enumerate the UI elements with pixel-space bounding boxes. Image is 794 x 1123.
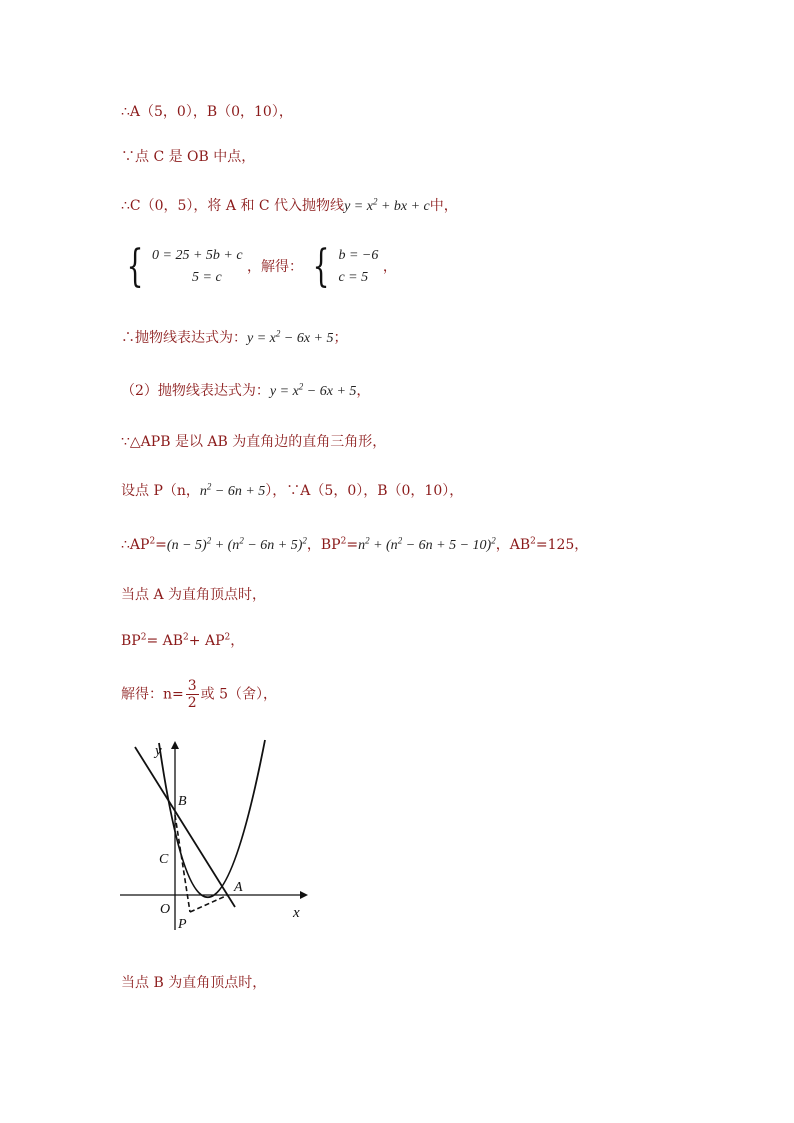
label-a: A [234, 880, 243, 895]
parabola-expression: $y = x^2 - 6x + 5$ [247, 328, 334, 346]
line-6: （2）抛物线表达式为：$y = x^2 - 6x + 5$， [121, 381, 371, 399]
system-equations: { 0 = 25 + 5b + c 5 = c [126, 241, 243, 292]
dashed-bp [175, 815, 190, 912]
line-4-equation-system: { 0 = 25 + 5b + c 5 = c ，解得： { b = −6 c = 5 ， [121, 245, 397, 289]
x-axis-arrow-icon [300, 891, 308, 899]
bp-squared-expr: $n^2 + (n^2 - 6n + 5 - 10)^2$ [358, 535, 496, 553]
label-y: y [155, 743, 162, 759]
line-7: ∵△APB 是以 AB 为直角边的直角三角形， [121, 434, 387, 450]
fraction-three-halves: $\frac{3}{2}$ [187, 678, 197, 711]
line-8: 设点 P（n，$n^2 - 6n + 5$），∵A（5，0），B（0，10）， [121, 481, 464, 499]
line-11: $BP^2= AB^2+ AP^2$， [121, 632, 245, 649]
parabola-general-formula: $y = x^2$ + bx + c [344, 196, 430, 214]
y-axis-arrow-icon [171, 741, 179, 749]
label-o: O [160, 902, 171, 917]
label-x: x [293, 905, 300, 921]
line-3: ∴C（0，5），将 A 和 C 代入抛物线$y = x^2$ + bx + c中， [121, 196, 458, 214]
label-p: P [178, 917, 187, 932]
line-9-distances: $\therefore AP^2=(n - 5)^2 + (n^2 - 6n + 5)^2$，$BP^2=n^2 + (n^2 - 6n + 5 - 10)^2$，$AB^2=125$， [121, 535, 589, 553]
ap-squared-expr: $(n - 5)^2 + (n^2 - 6n + 5)^2$ [166, 535, 307, 553]
parabola-expression-2: $y = x^2 - 6x + 5$ [269, 381, 357, 399]
point-p-ycoord: $n^2 - 6n + 5$ [199, 481, 266, 499]
label-b: B [178, 794, 187, 809]
left-brace-icon: { [313, 241, 330, 292]
line-12: 解得：n= $\frac{3}{2}$ 或 5（舍）， [121, 678, 278, 711]
line-2: ∵点 C 是 OB 中点， [121, 149, 256, 165]
line-13: 当点 B 为直角顶点时， [121, 975, 267, 991]
line-5: ∴抛物线表达式为：$y = x^2 - 6x + 5$； [121, 328, 348, 346]
parabola-figure [115, 735, 315, 935]
line-10: 当点 A 为直角顶点时， [121, 587, 267, 603]
line-1: ∴A（5，0），B（0，10）， [121, 104, 293, 120]
left-brace-icon: { [126, 241, 144, 292]
system-solution: { b = −6 c = 5 [313, 241, 379, 292]
label-c: C [159, 852, 169, 867]
